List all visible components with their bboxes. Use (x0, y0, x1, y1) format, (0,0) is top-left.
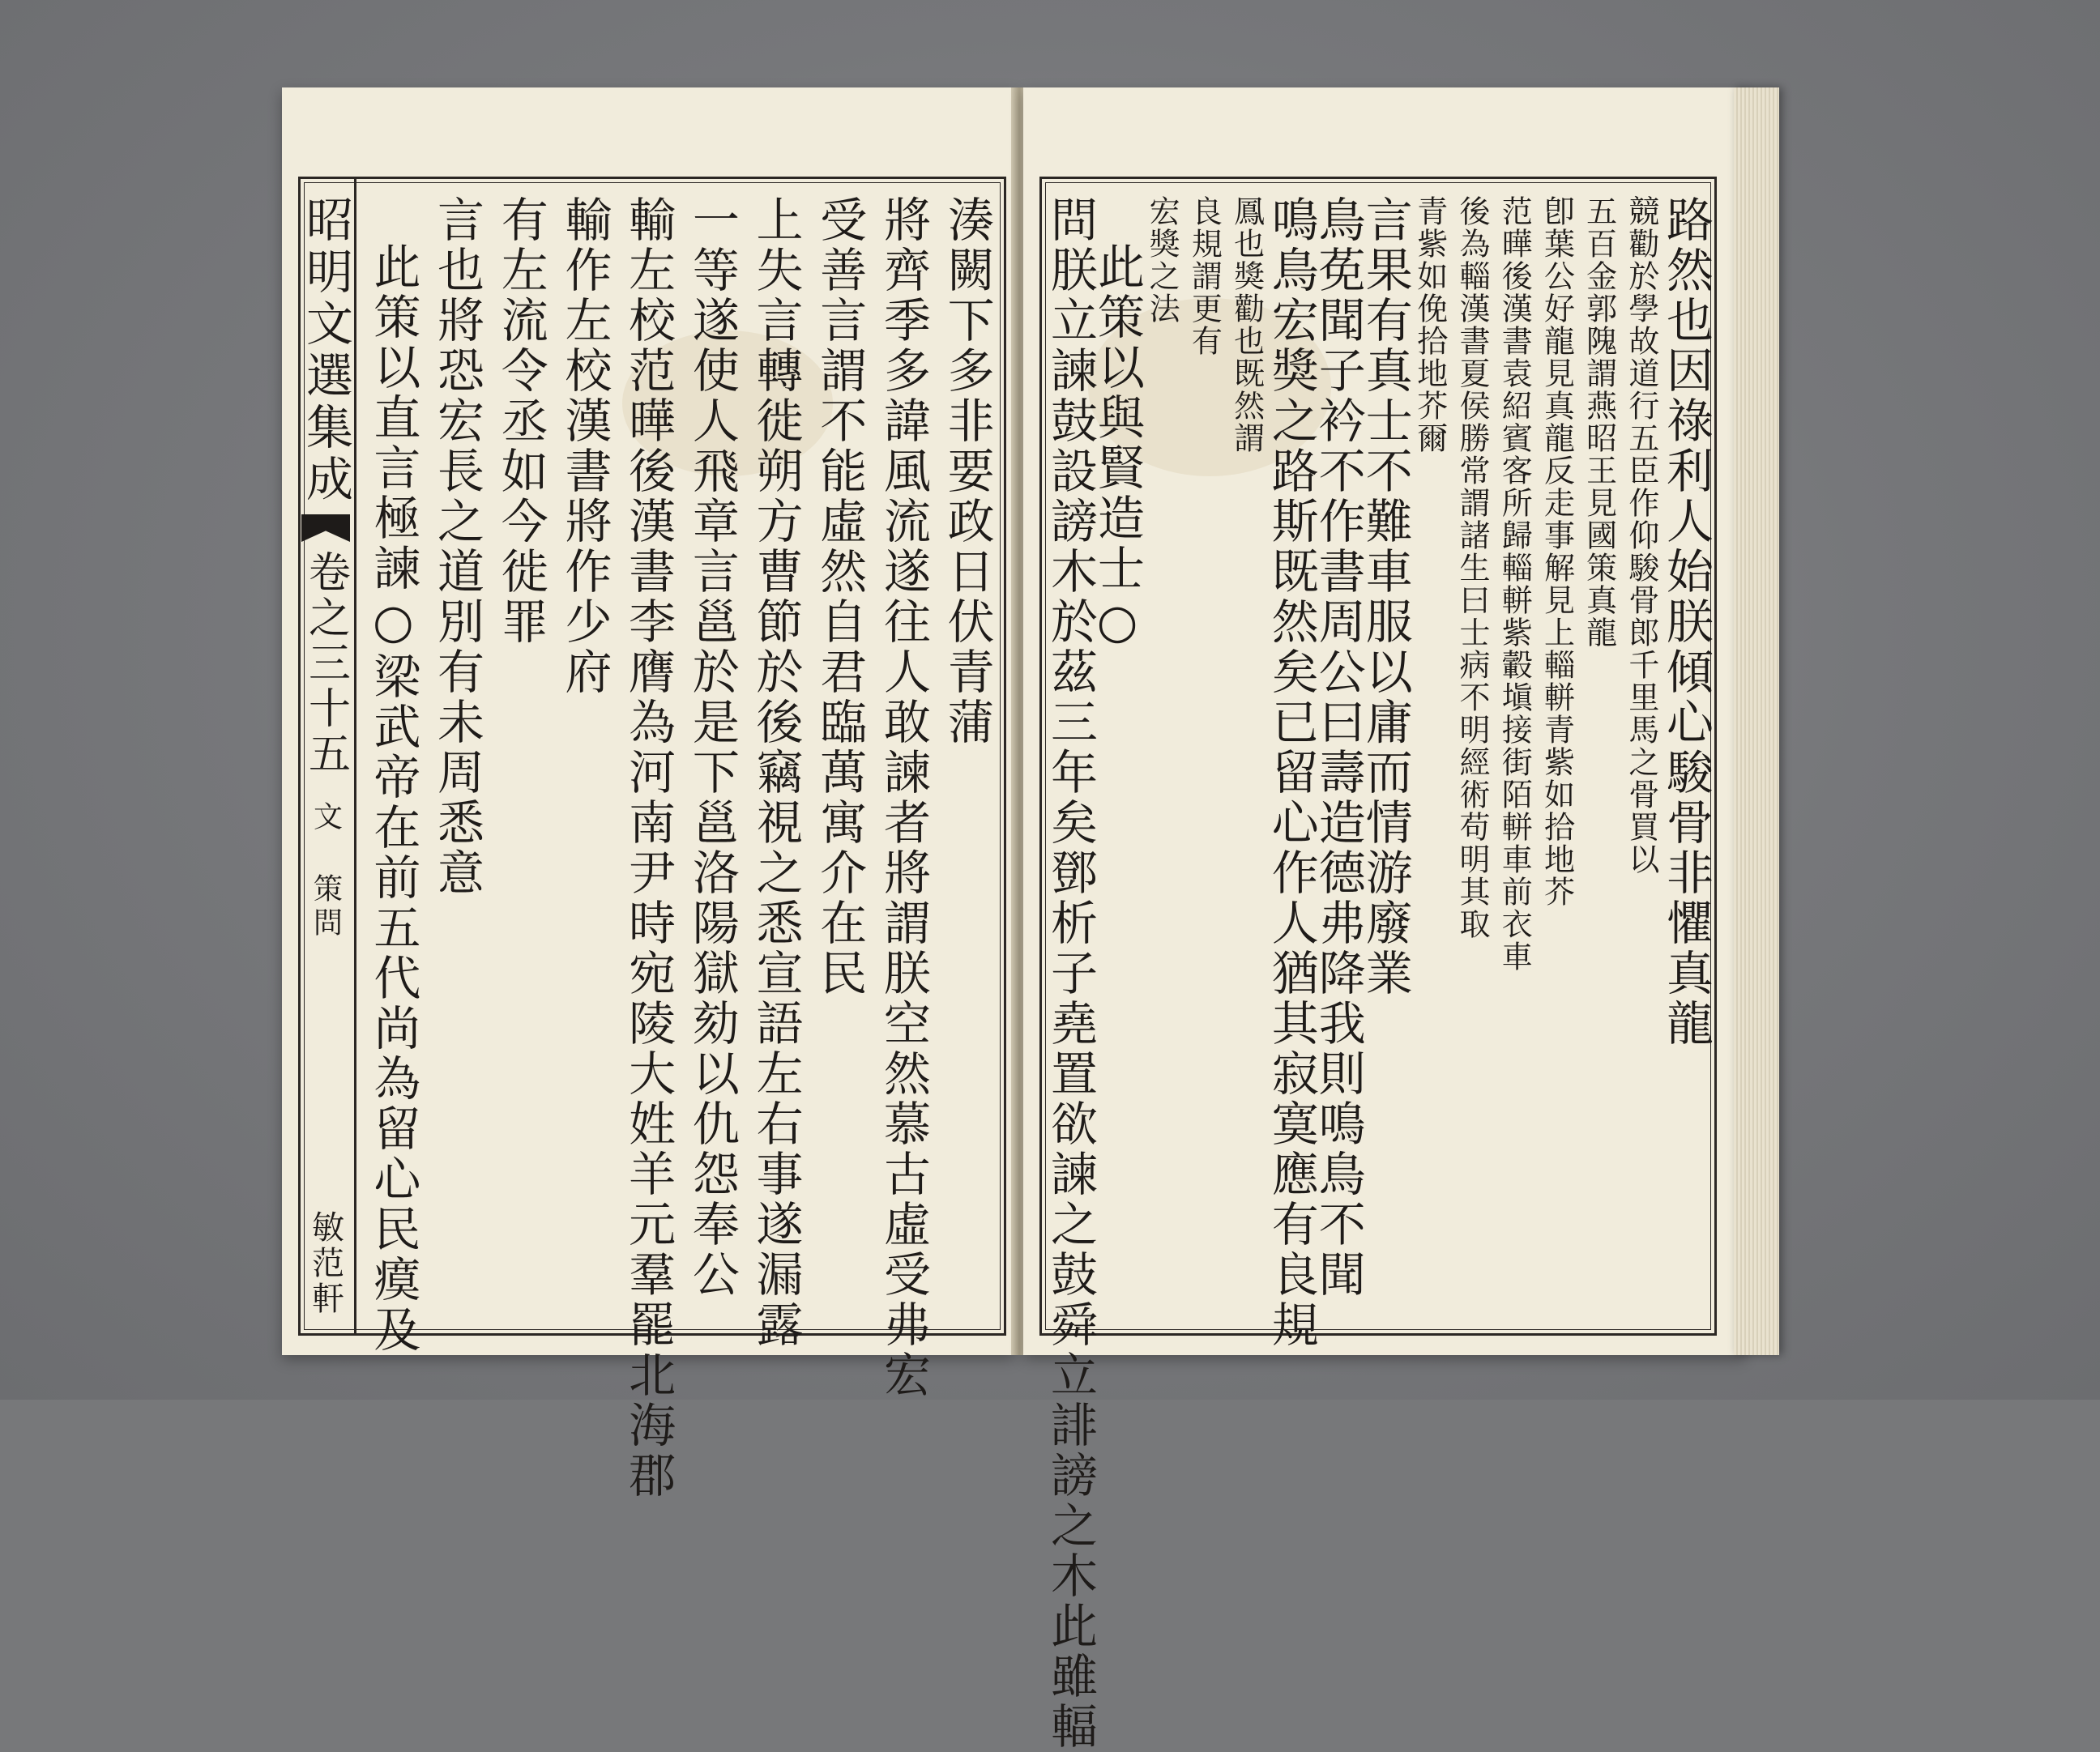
book-title: 昭明文選集成 (298, 195, 353, 506)
right-page-frame (1039, 177, 1717, 1752)
text-column: 宏獎之法 (1144, 195, 1180, 325)
text-column: 後為輜漢書夏侯勝常謂諸生曰士病不明經術苟明其取 (1454, 195, 1491, 940)
open-book (282, 87, 1789, 1752)
text-column: 問朕立諫鼓設謗木於茲三年矣鄧析子堯置欲諫之鼓舜立誹謗之木此雖輻 (1043, 195, 1099, 1752)
text-column: 五百金郭隗謂燕昭王見國策真龍 (1581, 195, 1617, 649)
text-column: 鳳也獎勸也既然謂 (1228, 195, 1265, 454)
text-column: 將齊季多諱風流遂往人敢諫者將謂朕空然慕古虛受弗宏 (875, 195, 931, 1400)
text-column: 青紫如俛拾地芥爾 (1411, 195, 1448, 454)
text-column: 競勸於學故道行五臣作仰駿骨郎千里馬之骨買以 (1623, 195, 1659, 876)
text-column: 鳥莬聞子衿不作書周公曰壽造德弗降我則鳴鳥不聞 (1310, 195, 1366, 1300)
text-column: 此策以直言極諫○梁武帝在前五代尚為留心民瘼及 (365, 242, 421, 1355)
text-column: 言果有真士不難車服以庸而情游廢業 (1357, 195, 1413, 999)
text-column: 卽葉公好龍見真龍反走事解見上輜軿青紫如拾地芥 (1539, 195, 1575, 908)
left-page (282, 87, 1015, 1501)
right-page (1023, 87, 1744, 1752)
text-column: 鳴鳥宏獎之路斯既然矣已留心作人猶其寂寞應有良規 (1263, 195, 1319, 1350)
banxin-strip (297, 179, 356, 1333)
press-name: 敏范軒 (306, 1210, 344, 1317)
text-column: 湊闕下多非要政日伏青蒲 (939, 195, 995, 748)
text-column: 一等遂使人飛章言邕於是下邕洛陽獄劾以仇怨奉公 (684, 195, 740, 1300)
text-column: 上失言轉徙朔方曹節於後竊視之悉宣語左右事遂漏露 (748, 195, 804, 1350)
text-column: 輸左校范曄後漢書李膺為河南尹時宛陵大姓羊元羣罷北海郡 (621, 195, 677, 1501)
fish-tail-ornament-icon (301, 514, 350, 542)
left-text-columns (361, 185, 999, 1501)
text-column: 此策以與賢造士○ (1090, 242, 1146, 652)
text-column: 言也將恐宏長之道別有未周悉意 (429, 195, 485, 898)
right-text-columns (1043, 185, 1714, 1752)
text-column: 受善言謂不能虛然自君臨萬寓介在民 (812, 195, 868, 999)
text-column: 有左流令丞如今徙罪 (493, 195, 548, 647)
volume-label: 卷之三十五 (301, 550, 350, 777)
text-column: 路然也因祿利人始朕傾心駿骨非懼真龍 (1658, 195, 1714, 1049)
text-column: 范曄後漢書袁紹賓客所歸輜軿紫轂塡接街陌軿車前衣車 (1496, 195, 1533, 973)
text-column: 輸作左校漢書將作少府 (557, 195, 612, 697)
text-column: 良規謂更有 (1186, 195, 1223, 357)
page-stack-edge (1734, 87, 1779, 1355)
section-label: 文 策問 (309, 801, 343, 941)
left-page-frame (298, 177, 1006, 1501)
